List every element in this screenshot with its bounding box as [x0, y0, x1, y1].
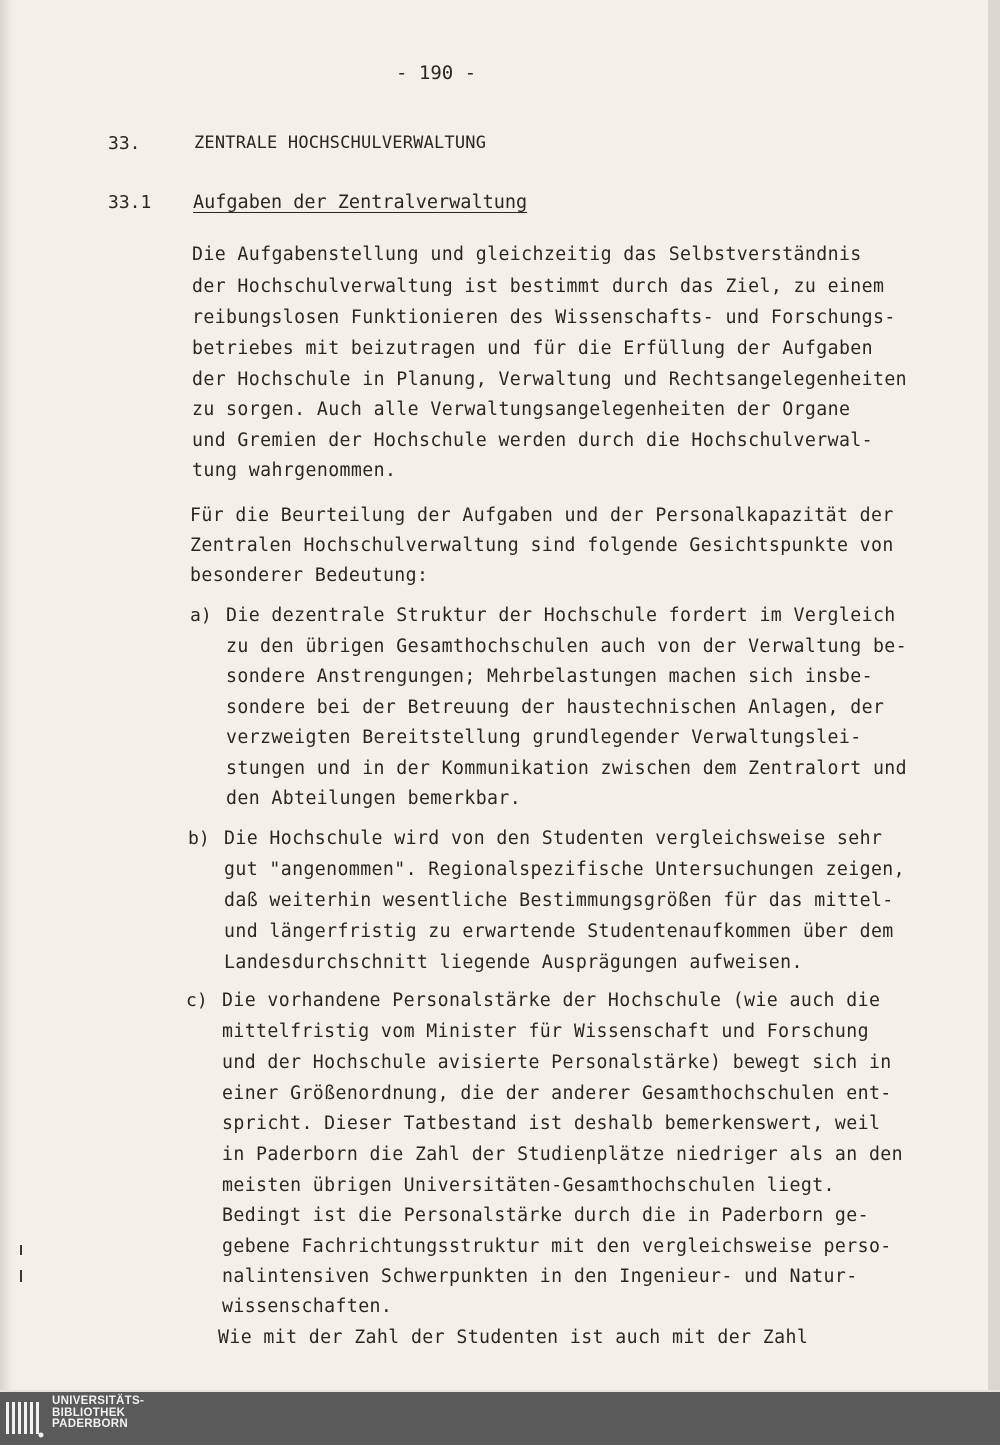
- list-item-label: c): [186, 990, 208, 1011]
- text-line: Die Aufgabenstellung und gleichzeitig das Selbstverständnis: [192, 244, 862, 265]
- text-line: Wie mit der Zahl der Studenten ist auch mit der Zahl: [218, 1327, 809, 1348]
- text-line: Die vorhandene Personalstärke der Hochschule (wie auch die: [222, 990, 881, 1011]
- text-line: meisten übrigen Universitäten-Gesamthochschulen liegt.: [222, 1175, 835, 1196]
- list-item-label: a): [190, 605, 212, 626]
- text-line: spricht. Dieser Tatbestand ist deshalb bemerkenswert, weil: [222, 1113, 881, 1134]
- section-title: ZENTRALE HOCHSCHULVERWALTUNG: [194, 133, 487, 153]
- margin-mark: [20, 1270, 22, 1282]
- text-line: und Gremien der Hochschule werden durch die Hochschulverwal-: [192, 430, 873, 451]
- text-line: daß weiterhin wesentliche Bestimmungsgrößen für das mittel-: [224, 890, 894, 911]
- library-name-line: BIBLIOTHEK: [52, 1406, 126, 1419]
- text-line: Für die Beurteilung der Aufgaben und der Personalkapazität der: [190, 505, 894, 526]
- text-line: besonderer Bedeutung:: [190, 565, 429, 586]
- text-line: Die Hochschule wird von den Studenten vergleichsweise sehr: [224, 828, 883, 849]
- library-name-line: PADERBORN: [52, 1418, 128, 1430]
- text-line: den Abteilungen bemerkbar.: [226, 788, 522, 809]
- text-line: stungen und in der Kommunikation zwischen dem Zentralort und: [226, 758, 907, 779]
- text-line: sondere bei der Betreuung der haustechnischen Anlagen, der: [226, 697, 885, 718]
- subsection-title: Aufgaben der Zentralverwaltung: [193, 192, 528, 213]
- page-number: - 190 -: [396, 62, 477, 84]
- text-line: einer Größenordnung, die der anderer Gesamthochschulen ent-: [222, 1083, 892, 1104]
- text-line: wissenschaften.: [222, 1296, 393, 1317]
- text-line: in Paderborn die Zahl der Studienplätze niedriger als an den: [222, 1144, 903, 1165]
- list-item-label: b): [188, 828, 210, 849]
- library-name-line: UNIVERSITÄTS-: [52, 1395, 145, 1407]
- text-line: Bedingt ist die Personalstärke durch die in Paderborn ge-: [222, 1205, 869, 1226]
- library-footer: [0, 1392, 1000, 1445]
- text-line: mittelfristig vom Minister für Wissenschaft und Forschung: [222, 1021, 869, 1042]
- subsection-number: 33.1: [108, 192, 152, 213]
- text-line: reibungslosen Funktionieren des Wissenschafts- und Forschungs-: [192, 307, 896, 328]
- margin-mark: [20, 1245, 22, 1255]
- text-line: zu sorgen. Auch alle Verwaltungsangelegenheiten der Organe: [192, 399, 851, 420]
- text-line: Die dezentrale Struktur der Hochschule fordert im Vergleich: [226, 605, 896, 626]
- text-line: gut "angenommen". Regionalspezifische Untersuchungen zeigen,: [224, 859, 905, 880]
- text-line: verzweigten Bereitstellung grundlegender Verwaltungslei-: [226, 727, 862, 748]
- text-line: tung wahrgenommen.: [192, 460, 397, 481]
- text-line: sondere Anstrengungen; Mehrbelastungen machen sich insbe-: [226, 666, 873, 687]
- text-line: Landesdurchschnitt liegende Ausprägungen aufweisen.: [224, 952, 803, 973]
- text-line: gebene Fachrichtungsstruktur mit den vergleichsweise perso-: [222, 1236, 892, 1257]
- text-line: zu den übrigen Gesamthochschulen auch von der Verwaltung be-: [226, 636, 907, 657]
- text-line: und längerfristig zu erwartende Studentenaufkommen über dem: [224, 921, 894, 942]
- text-line: nalintensiven Schwerpunkten in den Ingenieur- und Natur-: [222, 1266, 858, 1287]
- text-line: Zentralen Hochschulverwaltung sind folgende Gesichtspunkte von: [190, 535, 894, 556]
- library-name: [52, 1396, 144, 1431]
- section-number: 33.: [108, 133, 141, 154]
- text-line: und der Hochschule avisierte Personalstärke) bewegt sich in: [222, 1052, 892, 1073]
- text-line: der Hochschulverwaltung ist bestimmt durch das Ziel, zu einem: [192, 276, 885, 297]
- page-edge: [988, 0, 1000, 1390]
- library-logo-icon: [4, 1398, 44, 1438]
- text-line: betriebes mit beizutragen und für die Erfüllung der Aufgaben: [192, 338, 873, 359]
- text-line: der Hochschule in Planung, Verwaltung und Rechtsangelegenheiten: [192, 369, 908, 390]
